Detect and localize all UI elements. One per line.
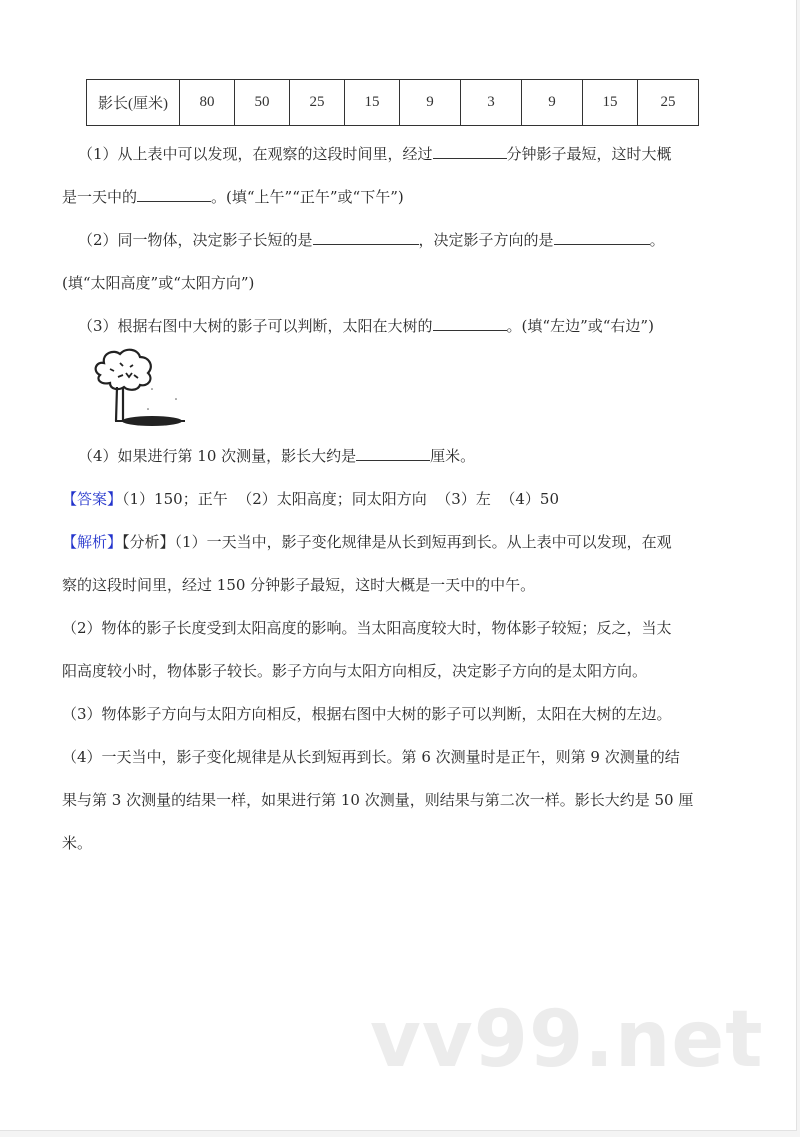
question-2-line-2: (填“太阳高度”或“太阳方向”) [62, 274, 255, 292]
analysis-p4-line-3: 米。 [62, 834, 93, 852]
analysis-p4-line-2: 果与第 3 次测量的结果一样，如果进行第 10 次测量，则结果与第二次一样。影长大约是 50 厘 [62, 791, 694, 809]
table-header-cell: 影长(厘米) [87, 80, 180, 126]
answer-blank[interactable] [137, 187, 211, 202]
table-row [87, 80, 699, 126]
question-3: （3）根据右图中大树的影子可以判断，太阳在大树的 。(填“左边”或“右边”) [78, 317, 654, 335]
answer-blank[interactable] [554, 230, 650, 245]
answer-blank[interactable] [433, 144, 507, 159]
watermark: vv99.net [370, 995, 764, 1085]
question-1-line-2: 是一天中的 。(填“上午”“正午”或“下午”) [62, 188, 404, 206]
question-2-line-1: （2）同一物体，决定影子长短的是 ，决定影子方向的是 。 [78, 231, 665, 249]
table-cell: 25 [290, 80, 345, 126]
question-4: （4）如果进行第 10 次测量，影长大约是 厘米。 [78, 447, 476, 465]
table-cell: 80 [180, 80, 235, 126]
answer-blank[interactable] [433, 316, 507, 331]
shadow-length-table [86, 79, 699, 126]
tree-with-shadow-icon [90, 345, 190, 430]
analysis-p4-line-1: （4）一天当中，影子变化规律是从长到短再到长。第 6 次测量时是正午，则第 9 次测量的结 [62, 748, 680, 766]
table-cell: 3 [461, 80, 522, 126]
table-cell: 9 [522, 80, 583, 126]
answer-line [62, 489, 559, 509]
analysis-p2-line-1: （2）物体的影子长度受到太阳高度的影响。当太阳高度较大时，物体影子较短；反之，当太 [62, 619, 672, 637]
table-cell: 15 [583, 80, 638, 126]
analysis-label: 【解析】 [62, 533, 123, 551]
answer-label: 【答案】 [62, 490, 123, 508]
answer-text: （1）150；正午 （2）太阳高度；同太阳方向 （3）左 （4）50 [122, 490, 560, 508]
table-cell: 15 [345, 80, 400, 126]
question-1-line-1: （1）从上表中可以发现，在观察的这段时间里，经过 分钟影子最短，这时大概 [78, 145, 672, 163]
answer-blank[interactable] [356, 446, 430, 461]
analysis-sub-label: 【分析】 [122, 533, 175, 551]
analysis-p2-line-2: 阳高度较小时，物体影子较长。影子方向与太阳方向相反，决定影子方向的是太阳方向。 [62, 662, 648, 680]
answer-blank[interactable] [313, 230, 419, 245]
analysis-p1-line-2: 察的这段时间里，经过 150 分钟影子最短，这时大概是一天中的中午。 [62, 576, 536, 594]
table-cell: 9 [400, 80, 461, 126]
table-cell: 50 [235, 80, 290, 126]
table-cell: 25 [638, 80, 699, 126]
analysis-p3-line-1: （3）物体影子方向与太阳方向相反，根据右图中大树的影子可以判断，太阳在大树的左边。 [62, 705, 672, 723]
analysis-p1-line-1: 【解析】【分析】（1）一天当中，影子变化规律是从长到短再到长。从上表中可以发现，在观 [62, 533, 672, 551]
